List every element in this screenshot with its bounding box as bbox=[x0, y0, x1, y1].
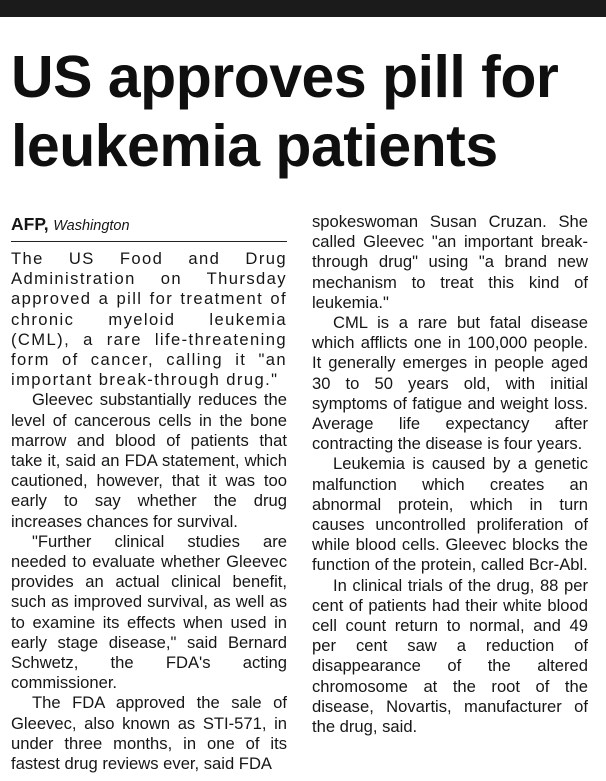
body-paragraph: CML is a rare but fatal disease which afflicts one in 100,000 people. It generally emerges in people aged 30 to 50 years old, with initial symptoms of fatigue and weight loss. Average life expectancy after contracting the disease is four years. bbox=[312, 313, 588, 454]
dateline-divider bbox=[11, 241, 287, 242]
body-paragraph: "Further clinical studies are needed to evaluate whether Gleevec provides an actual clinical benefit, such as improved survival, as well as to examine its effects when used in early stage disease," said Bernard Schwetz, the FDA's acting commissioner. bbox=[11, 531, 287, 693]
body-paragraph: The US Food and Drug Administration on Thursday approved a pill for treatment of chronic myeloid leukemia (CML), a rare life-threatening form of cancer, calling it "an important break-through drug." bbox=[11, 249, 287, 390]
body-paragraph: In clinical trials of the drug, 88 per cent of patients had their white blood cell count return to normal, and 49 per cent saw a reduction of disappearance of the altered chromosome at the root of the disease, Novartis, manufacturer of the drug, said. bbox=[312, 575, 588, 737]
article-column-left bbox=[11, 212, 287, 774]
body-paragraph: The FDA approved the sale of Gleevec, also known as STI-571, in under three months, in one of its fastest drug reviews ever, said FDA bbox=[11, 693, 287, 774]
article-headline bbox=[11, 43, 601, 181]
body-paragraph: spokeswoman Susan Cruzan. She called Gleevec "an important break-through drug" using "a brand new mechanism to treat this kind of leukemia." bbox=[312, 212, 588, 312]
dateline-agency: AFP, bbox=[11, 214, 49, 234]
top-divider-bar bbox=[0, 0, 606, 17]
headline-line-2: leukemia patients bbox=[11, 113, 498, 179]
body-paragraph: Leukemia is caused by a genetic malfunction which creates an abnormal protein, which in turn causes uncontrolled proliferation of while blood cells. Gleevec blocks the function of the protein, called Bcr-Abl. bbox=[312, 454, 588, 575]
article-column-right bbox=[312, 212, 588, 737]
dateline bbox=[11, 212, 287, 237]
body-paragraph: Gleevec substantially reduces the level of cancerous cells in the bone marrow and blood of patients that take it, said an FDA statement, which cautioned, however, that it was too early to say whether the drug increases chances for survival. bbox=[11, 390, 287, 531]
headline-line-1: US approves pill for bbox=[11, 44, 559, 110]
dateline-place: Washington bbox=[53, 218, 130, 234]
